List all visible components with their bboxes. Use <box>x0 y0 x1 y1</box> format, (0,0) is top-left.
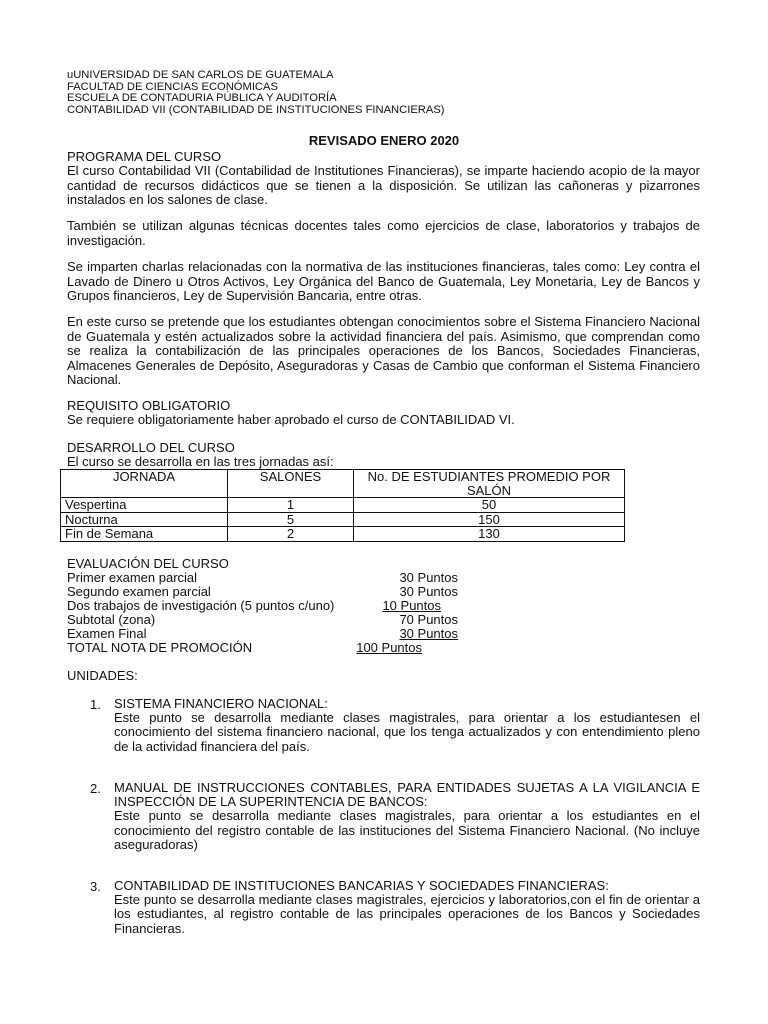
course-name: CONTABILIDAD VII (CONTABILIDAD DE INSTITUCIONES FINANCIERAS) <box>67 103 445 116</box>
programa-paragraph-3: Se imparten charlas relacionadas con la normativa de las instituciones financieras, tales como: Ley contra el Lavado de Dinero u Otros Activos, Ley Orgánica del Banco de Guatemala, Ley Monetaria, Ley de Bancos y Grupos financieros, Ley de Supervisión Bancaria, entre otras. <box>67 259 700 304</box>
table-header-cell: SALONES <box>228 470 354 498</box>
evaluacion-title: EVALUACIÓN DEL CURSO <box>67 556 229 571</box>
evaluation-item <box>67 641 497 655</box>
evaluation-points: 30 Puntos <box>399 626 458 641</box>
evaluation-label: TOTAL NOTA DE PROMOCIÓN <box>67 640 253 655</box>
list-number: 1. <box>90 697 101 712</box>
table-cell: Fin de Semana <box>61 527 228 542</box>
unit-text: Este punto se desarrolla mediante clases magistrales, para orientar a los estudiantesen el conocimiento del sistema financiero nacional, que los tenga actualizados y con entendimiento pleno de la actividad financiera del país. <box>114 710 700 754</box>
programa-title: PROGRAMA DEL CURSO <box>67 149 222 164</box>
list-item <box>114 879 700 936</box>
school-name: ESCUELA DE CONTADURIA PÚBLICA Y AUDITORÍA <box>67 92 337 105</box>
university-name: uUNIVERSIDAD DE SAN CARLOS DE GUATEMALA <box>67 69 334 81</box>
evaluation-item <box>67 599 497 613</box>
table-row <box>61 498 625 513</box>
evaluation-label: Primer examen parcial <box>67 570 198 585</box>
evaluation-label: Subtotal (zona) <box>67 612 156 627</box>
unit-title: CONTABILIDAD DE INSTITUCIONES BANCARIAS Y SOCIEDADES FINANCIERAS: <box>114 878 609 893</box>
table-cell: 150 <box>354 512 625 527</box>
list-number: 2. <box>90 781 101 796</box>
table-row <box>61 527 625 542</box>
list-item <box>114 781 700 852</box>
revision-title: REVISADO ENERO 2020 <box>308 133 460 148</box>
desarrollo-title: DESARROLLO DEL CURSO <box>67 440 235 455</box>
evaluation-item <box>67 571 497 585</box>
requisito-text: Se requiere obligatoriamente haber aprobado el curso de CONTABILIDAD VI. <box>67 412 515 427</box>
evaluacion-section <box>67 557 497 655</box>
evaluation-points: 100 Puntos <box>356 640 422 655</box>
evaluation-label: Examen Final <box>67 626 147 641</box>
programa-paragraph-1: El curso Contabilidad VII (Contabilidad de Institutiones Financieras), se imparte haciendo acopio de la mayor cantidad de recursos didácticos que se tienen a la disposición. Se utilizan las cañoneras y pizarrones instalados en los salones de clase. <box>67 163 700 208</box>
table-cell: 5 <box>228 512 354 527</box>
table-cell: Vespertina <box>61 498 228 513</box>
table-cell: 130 <box>354 527 625 542</box>
programa-paragraph-2: También se utilizan algunas técnicas docentes tales como ejercicios de clase, laboratorios y trabajos de investigación. <box>67 218 700 248</box>
table-cell: 2 <box>228 527 354 542</box>
list-number: 3. <box>90 879 101 894</box>
evaluation-points: 30 Puntos <box>399 570 458 585</box>
table-header-row <box>61 470 625 498</box>
table-cell: 1 <box>228 498 354 513</box>
evaluation-item <box>67 627 497 641</box>
unit-title: SISTEMA FINANCIERO NACIONAL: <box>114 696 328 711</box>
table-row <box>61 512 625 527</box>
desarrollo-intro: El curso se desarrolla en las tres jornadas así: <box>67 454 334 469</box>
evaluation-label: Segundo examen parcial <box>67 584 211 599</box>
requisito-title: REQUISITO OBLIGATORIO <box>67 398 231 413</box>
unit-text: Este punto se desarrolla mediante clases magistrales, para orientar a los estudiantes en el conocimiento del registro contable de las instituciones del Sistema Financiero Nacional. (No incluye aseguradoras) <box>114 808 700 852</box>
list-item <box>114 697 700 754</box>
table-cell: Nocturna <box>61 512 228 527</box>
table-cell: 50 <box>354 498 625 513</box>
evaluation-points: 30 Puntos <box>399 584 458 599</box>
unit-title: MANUAL DE INSTRUCCIONES CONTABLES, PARA ENTIDADES SUJETAS A LA VIGILANCIA E INSPECCIÓN DE LA SUPERINTENCIA DE BANCOS: <box>114 780 700 810</box>
document-header <box>67 70 445 116</box>
evaluation-label: Dos trabajos de investigación (5 puntos c/uno) <box>67 598 335 613</box>
faculty-name: FACULTAD DE CIENCIAS ECONÓMICAS <box>67 80 278 93</box>
evaluation-item <box>67 585 497 599</box>
table-header-cell: JORNADA <box>61 470 228 498</box>
evaluation-points: 10 Puntos <box>382 598 441 613</box>
unidades-title: UNIDADES: <box>67 668 138 683</box>
evaluation-points: 70 Puntos <box>399 612 458 627</box>
jornadas-table <box>60 469 625 542</box>
evaluation-item <box>67 613 497 627</box>
table-header-cell: No. DE ESTUDIANTES PROMEDIO POR SALÓN <box>354 470 625 498</box>
programa-paragraph-4: En este curso se pretende que los estudiantes obtengan conocimientos sobre el Sistema Financiero Nacional de Guatemala y estén actualizados sobre la actividad financiera del país. Asimismo, que comprendan como se realiza la contabilización de las principales operaciones de los Bancos, Sociedades Financieras, Almacenes Generales de Depósito, Aseguradoras y Casas de Cambio que conforman el Sistema Financiero Nacional. <box>67 314 700 388</box>
unit-text: Este punto se desarrolla mediante clases magistrales, ejercicios y laboratorios,con el fin de orientar a los estudiantes, al registro contable de las principales operaciones de los Bancos y Sociedades Financieras. <box>114 892 700 936</box>
